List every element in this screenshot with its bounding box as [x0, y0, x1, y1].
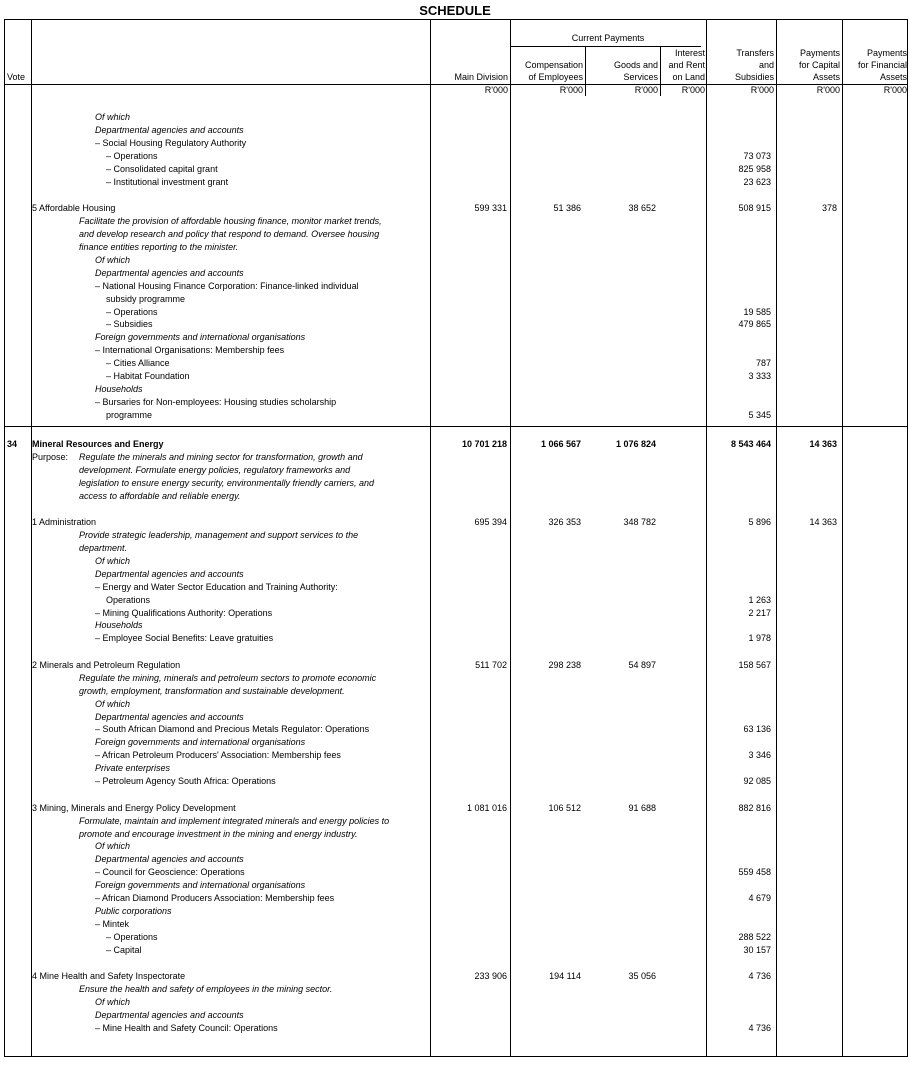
row-label: Private enterprises: [95, 763, 171, 774]
row-label: Operations: [106, 594, 151, 605]
unit-transfers: R'000: [750, 85, 774, 95]
row-label: department.: [79, 542, 128, 553]
row-label: – Mintek: [95, 919, 130, 929]
row-label: Departmental agencies and accounts: [95, 711, 244, 722]
row-label: growth, employment, transformation and sustainable development.: [79, 685, 345, 696]
cell-transfers: 3 333: [748, 371, 771, 382]
page-title: SCHEDULE: [419, 3, 491, 18]
row-label: development. Formulate energy policies, regulatory frameworks and: [79, 464, 351, 475]
row-label: – Institutional investment grant: [106, 176, 229, 187]
row-label: Of which: [95, 698, 131, 709]
cell-goods: 38 652: [628, 203, 656, 214]
row-label: Departmental agencies and accounts: [95, 124, 244, 135]
cell-goods: 54 897: [628, 659, 656, 670]
row-label: – Consolidated capital grant: [106, 163, 218, 174]
cell-transfers: 2 217: [748, 607, 771, 618]
row-label: Of which: [95, 555, 131, 566]
cell-transfers: 882 816: [738, 802, 771, 813]
purpose-label: Purpose:: [32, 451, 69, 462]
cell-transfers: 63 136: [743, 724, 771, 735]
row-label: Of which: [95, 112, 131, 122]
row-label: – Bursaries for Non-employees: Housing studies scholarship: [95, 397, 337, 408]
cell-transfers: 787: [755, 358, 771, 369]
cell-main: 695 394: [474, 517, 507, 528]
col-divider-financial: [842, 20, 843, 1056]
row-label: programme: [106, 409, 153, 420]
row-label: – Petroleum Agency South Africa: Operations: [95, 776, 276, 787]
row-label: – National Housing Finance Corporation: Finance-linked individual: [95, 280, 359, 291]
row-label: – Operations: [106, 150, 158, 161]
cell-transfers: 825 958: [738, 163, 771, 174]
row-label: – African Petroleum Producers' Association: Membership fees: [95, 750, 341, 761]
row-label: – Social Housing Regulatory Authority: [95, 137, 247, 148]
row-label: 2 Minerals and Petroleum Regulation: [32, 659, 181, 670]
row-label: Departmental agencies and accounts: [95, 854, 244, 865]
cell-goods: 1 076 824: [615, 438, 656, 449]
cell-comp: 51 386: [553, 203, 581, 214]
row-label: 1 Administration: [32, 517, 97, 528]
row-label: Regulate the mining, minerals and petroleum sectors to promote economic: [79, 672, 377, 683]
unit-comp: R'000: [559, 85, 583, 95]
row-label: Foreign governments and international organisations: [95, 880, 306, 891]
header-compensation: Compensation of Employees: [524, 60, 583, 82]
cell-capital: 14 363: [809, 517, 837, 528]
header-goods: Goods and Services: [613, 60, 658, 82]
cell-transfers: 92 085: [743, 776, 771, 787]
cell-main: 511 702: [475, 659, 507, 670]
cell-transfers: 4 736: [748, 1023, 771, 1034]
row-label: – African Diamond Producers Association: Membership fees: [95, 893, 335, 904]
col-divider-main: [430, 20, 431, 1056]
row-label: Foreign governments and international organisations: [95, 737, 306, 748]
cell-transfers: 1 263: [748, 594, 771, 605]
row-label: – Energy and Water Sector Education and Training Authority:: [95, 581, 338, 592]
row-label: legislation to ensure energy security, environmentally friendly carriers, and: [79, 477, 374, 488]
header-main-division: Main Division: [454, 72, 508, 82]
cell-transfers: 8 543 464: [730, 438, 771, 449]
header-transfers: Transfers and Subsidies: [734, 48, 774, 82]
row-label: Foreign governments and international organisations: [95, 332, 306, 343]
header-capital: Payments for Capital Assets: [798, 48, 840, 82]
col-divider-comp: [510, 20, 511, 1056]
row-label: Ensure the health and safety of employees in the mining sector.: [79, 984, 333, 995]
col-divider-capital: [776, 20, 777, 1056]
row-label: 3 Mining, Minerals and Energy Policy Development: [32, 802, 236, 813]
cell-main: 233 906: [474, 971, 507, 982]
row-label: Public corporations: [95, 906, 172, 917]
unit-goods: R'000: [634, 85, 658, 95]
unit-main: R'000: [484, 85, 508, 95]
cell-transfers: 19 585: [743, 306, 771, 317]
header-interest: Interest and Rent on Land: [668, 48, 705, 82]
cell-transfers: 158 567: [738, 659, 771, 670]
cell-transfers: 1 978: [748, 633, 771, 644]
unit-interest: R'000: [681, 85, 705, 95]
vote-number: 34: [7, 438, 18, 449]
cell-comp: 106 512: [548, 802, 581, 813]
cell-comp: 298 238: [548, 659, 581, 670]
cell-main: 10 701 218: [461, 438, 507, 449]
cell-main: 1 081 016: [466, 802, 507, 813]
cell-transfers: 559 458: [738, 867, 771, 878]
row-label: promote and encourage investment in the mining and energy industry.: [79, 828, 358, 839]
header-financial: Payments for Financial Assets: [857, 48, 907, 82]
unit-financial: R'000: [883, 85, 907, 95]
cell-goods: 35 056: [628, 971, 656, 982]
cell-transfers: 73 073: [743, 150, 771, 161]
row-label: – Subsidies: [106, 319, 153, 330]
schedule-table: [4, 19, 908, 1057]
row-label: Provide strategic leadership, management and support services to the: [79, 529, 359, 540]
row-label: – Employee Social Benefits: Leave gratuities: [95, 633, 274, 644]
row-label: Departmental agencies and accounts: [95, 1010, 244, 1021]
cell-capital: 378: [821, 203, 837, 214]
row-label: Households: [95, 384, 143, 395]
row-label: – Operations: [106, 931, 158, 942]
row-label: Mineral Resources and Energy: [32, 438, 164, 449]
row-label: – South African Diamond and Precious Metals Regulator: Operations: [95, 724, 370, 735]
row-label: 5 Affordable Housing: [32, 203, 116, 214]
cell-transfers: 4 679: [748, 893, 771, 904]
cell-transfers: 288 522: [738, 931, 771, 942]
col-divider-vote: [31, 20, 32, 1056]
section-rule: [5, 426, 907, 427]
row-label: finance entities reporting to the minister.: [79, 241, 239, 252]
row-label: – International Organisations: Membership fees: [95, 345, 285, 356]
cell-transfers: 23 623: [743, 176, 771, 187]
cell-transfers: 30 157: [743, 944, 771, 955]
cell-comp: 194 114: [549, 971, 581, 982]
cell-transfers: 5 345: [748, 409, 771, 420]
cell-transfers: 3 346: [748, 750, 771, 761]
row-label: Facilitate the provision of affordable housing finance, monitor market trends,: [79, 216, 382, 226]
row-label: subsidy programme: [106, 293, 186, 304]
row-label: 4 Mine Health and Safety Inspectorate: [32, 971, 186, 982]
row-label: and develop research and policy that respond to demand. Oversee housing: [79, 228, 380, 239]
cell-comp: 1 066 567: [540, 438, 581, 449]
cell-transfers: 4 736: [748, 971, 771, 982]
cell-transfers: 479 865: [738, 319, 771, 330]
row-label: Of which: [95, 997, 131, 1008]
cell-transfers: 508 915: [738, 203, 771, 214]
cell-transfers: 5 896: [748, 517, 771, 528]
row-label: – Council for Geoscience: Operations: [95, 867, 245, 878]
row-label: Departmental agencies and accounts: [95, 568, 244, 579]
cell-goods: 91 688: [628, 802, 656, 813]
row-label: – Mining Qualifications Authority: Operations: [95, 607, 273, 618]
row-label: Formulate, maintain and implement integrated minerals and energy policies to: [79, 815, 390, 826]
row-label: Of which: [95, 254, 131, 265]
cell-main: 599 331: [474, 203, 507, 214]
cell-capital: 14 363: [809, 438, 837, 449]
row-label: Households: [95, 620, 143, 631]
header-vote: Vote: [7, 72, 26, 82]
row-label: access to affordable and reliable energy.: [79, 490, 241, 501]
cell-comp: 326 353: [548, 517, 581, 528]
header-current-payments: Current Payments: [571, 33, 645, 43]
row-label: Departmental agencies and accounts: [95, 267, 244, 278]
row-label: – Capital: [106, 944, 142, 955]
row-label: – Habitat Foundation: [106, 371, 190, 382]
row-label: Of which: [95, 841, 131, 852]
row-label: – Cities Alliance: [106, 358, 170, 369]
row-label: – Mine Health and Safety Council: Operations: [95, 1023, 278, 1034]
unit-capital: R'000: [816, 85, 840, 95]
row-label: – Operations: [106, 306, 158, 317]
cell-goods: 348 782: [623, 517, 656, 528]
col-divider-transfers: [706, 20, 707, 1056]
row-label: Regulate the minerals and mining sector for transformation, growth and: [79, 451, 363, 462]
